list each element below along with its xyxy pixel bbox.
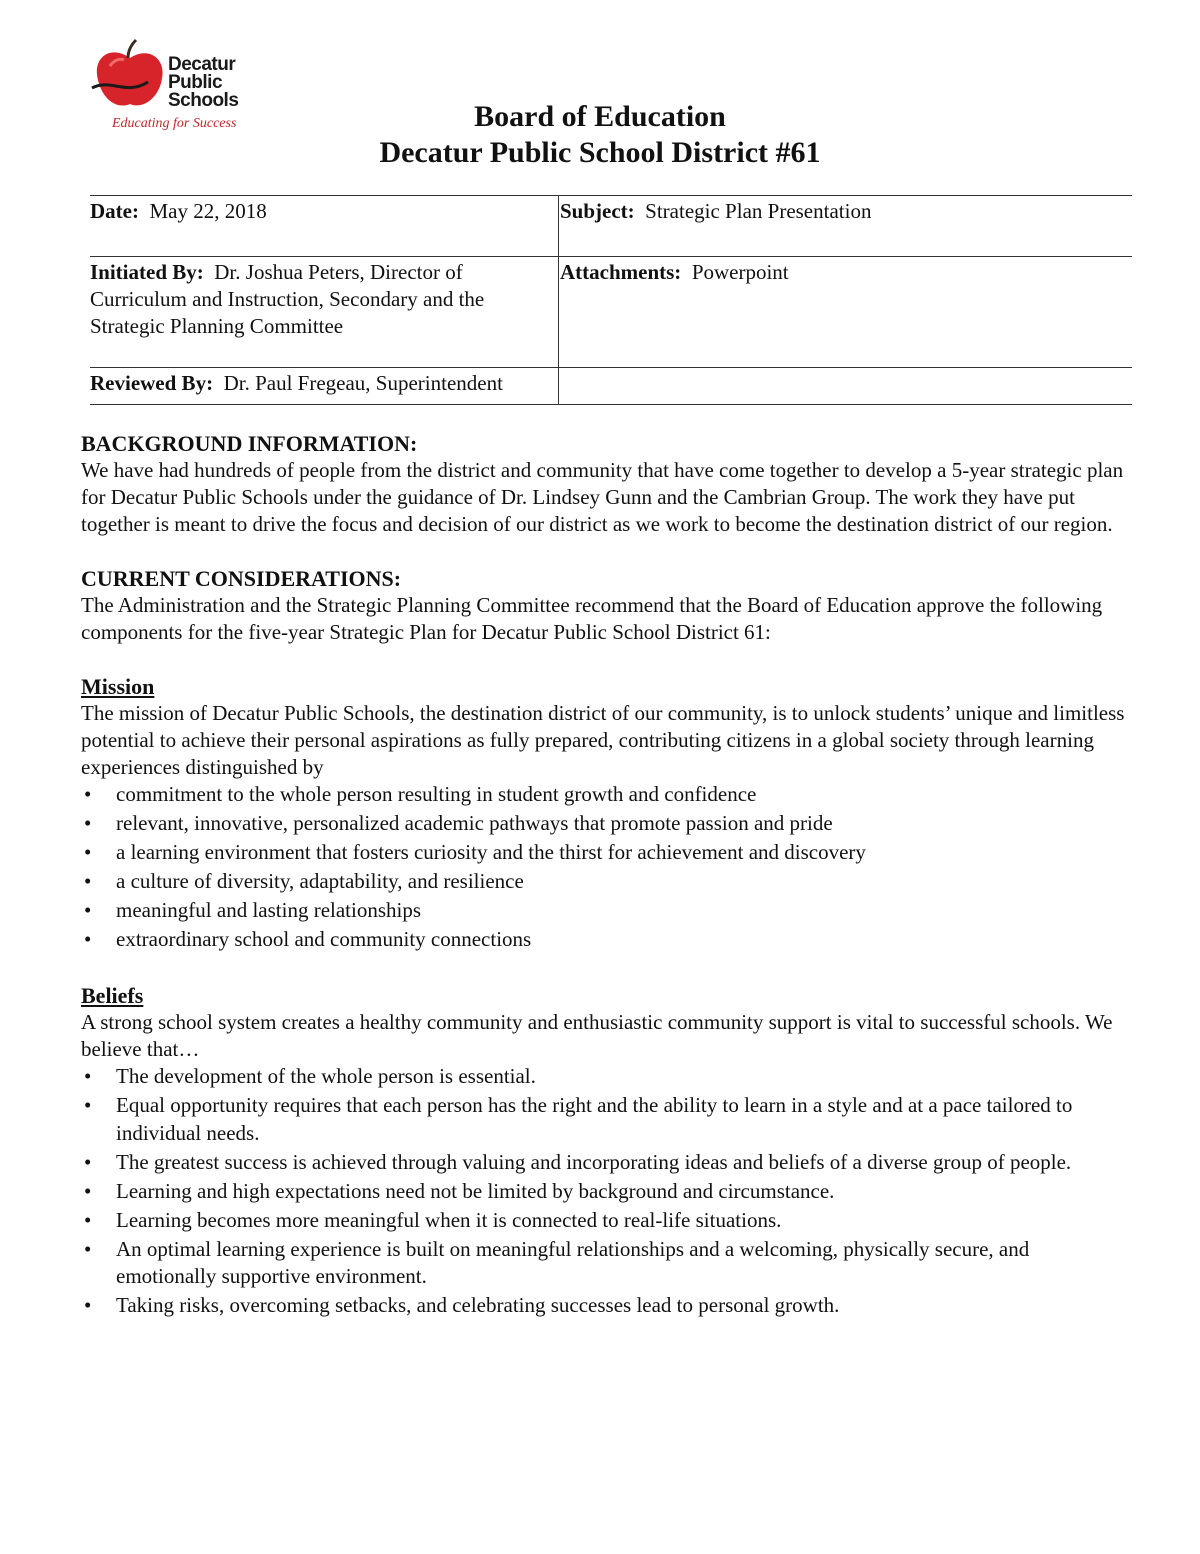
attachments-label: Attachments: bbox=[560, 260, 682, 284]
list-item: • Learning and high expectations need not be limited by background and circumstance. bbox=[81, 1178, 1133, 1206]
considerations-heading: CURRENT CONSIDERATIONS: bbox=[81, 566, 402, 591]
list-item: • The development of the whole person is essential. bbox=[81, 1063, 1133, 1091]
beliefs-list bbox=[81, 1063, 1133, 1320]
considerations-text: The Administration and the Strategic Planning Committee recommend that the Board of Education approve the following components for the five-year Strategic Plan for Decatur Public School District 61: bbox=[81, 593, 1103, 644]
empty-cell bbox=[559, 368, 1133, 405]
list-item: • meaningful and lasting relationships bbox=[81, 897, 1133, 925]
bullet-icon: • bbox=[84, 869, 92, 893]
bullet-icon: • bbox=[84, 1293, 92, 1317]
memo-body bbox=[81, 430, 1133, 1321]
bullet-icon: • bbox=[84, 811, 92, 835]
bullet-icon: • bbox=[84, 1093, 92, 1117]
mission-list bbox=[81, 781, 1133, 954]
subject-cell bbox=[559, 196, 1133, 257]
initiated-cell bbox=[90, 257, 559, 368]
list-item: • commitment to the whole person resulting in student growth and confidence bbox=[81, 781, 1133, 809]
initiated-value: Dr. Joshua Peters, Director of Curriculum and Instruction, Secondary and the Strategic Planning Committee bbox=[90, 260, 485, 338]
bullet-icon: • bbox=[84, 1064, 92, 1088]
list-item: • Learning becomes more meaningful when it is connected to real-life situations. bbox=[81, 1207, 1133, 1235]
list-item: • relevant, innovative, personalized academic pathways that promote passion and pride bbox=[81, 810, 1133, 838]
list-item: • extraordinary school and community connections bbox=[81, 926, 1133, 954]
initiated-label: Initiated By: bbox=[90, 260, 204, 284]
bullet-icon: • bbox=[84, 1236, 92, 1261]
reviewed-value: Dr. Paul Fregeau, Superintendent bbox=[223, 371, 503, 395]
logo-tagline: Educating for Success bbox=[112, 116, 237, 131]
background-heading: BACKGROUND INFORMATION: bbox=[81, 431, 418, 456]
page-subtitle: Decatur Public School District #61 bbox=[379, 136, 821, 169]
beliefs-text: A strong school system creates a healthy community and enthusiastic community support is vital to successful schools. We believe that… bbox=[81, 1010, 1113, 1061]
date-cell bbox=[90, 196, 559, 257]
beliefs-heading: Beliefs bbox=[81, 983, 144, 1008]
reviewed-label: Reviewed By: bbox=[90, 371, 214, 395]
bullet-icon: • bbox=[84, 927, 92, 951]
bullet-icon: • bbox=[84, 1178, 92, 1203]
date-label: Date: bbox=[90, 199, 139, 223]
date-value: May 22, 2018 bbox=[149, 199, 267, 223]
mission-heading: Mission bbox=[81, 674, 155, 699]
bullet-icon: • bbox=[84, 1207, 92, 1232]
mission-text: The mission of Decatur Public Schools, the destination district of our community, is to unlock students’ unique and limitless potential to achieve their personal aspirations as fully prepared, contributing citizens in a global society through learning experiences distinguished by bbox=[81, 701, 1125, 779]
list-item: • Taking risks, overcoming setbacks, and celebrating successes lead to personal growth. bbox=[81, 1292, 1133, 1320]
bullet-icon: • bbox=[84, 1149, 92, 1174]
list-item: • a learning environment that fosters curiosity and the thirst for achievement and discovery bbox=[81, 839, 1133, 867]
background-text: We have had hundreds of people from the district and community that have come together to develop a 5-year strategic plan for Decatur Public Schools under the guidance of Dr. Lindsey Gunn and the Cambrian Group. The work they have put together is meant to drive the focus and decision of our district as we work to become the destination district of our region. bbox=[81, 458, 1124, 536]
header-row-date-subject bbox=[90, 196, 1132, 257]
list-item: • a culture of diversity, adaptability, and resilience bbox=[81, 868, 1133, 896]
bullet-icon: • bbox=[84, 898, 92, 922]
subject-value: Strategic Plan Presentation bbox=[645, 199, 872, 223]
header-row-initiated-attachments bbox=[90, 257, 1132, 368]
bullet-icon: • bbox=[84, 840, 92, 864]
page-title: Board of Education bbox=[474, 100, 726, 133]
logo-line-3: Schools bbox=[168, 90, 239, 111]
attachments-cell bbox=[559, 257, 1133, 368]
memo-header-table bbox=[90, 195, 1132, 405]
list-item: • The greatest success is achieved through valuing and incorporating ideas and beliefs of a diverse group of people. bbox=[81, 1149, 1133, 1177]
header-row-reviewed bbox=[90, 368, 1132, 405]
subject-label: Subject: bbox=[560, 199, 635, 223]
list-item: • An optimal learning experience is built on meaningful relationships and a welcoming, physically secure, and emotionally supportive environment. bbox=[84, 1236, 1030, 1288]
attachments-value: Powerpoint bbox=[691, 260, 789, 284]
bullet-icon: • bbox=[84, 782, 92, 806]
list-item: • Equal opportunity requires that each person has the right and the ability to learn in a style and at a pace tailored to individual needs. bbox=[84, 1093, 1073, 1145]
logo-line-2: Public bbox=[168, 72, 223, 93]
logo-line-1: Decatur bbox=[168, 54, 236, 75]
reviewed-cell bbox=[90, 368, 559, 405]
